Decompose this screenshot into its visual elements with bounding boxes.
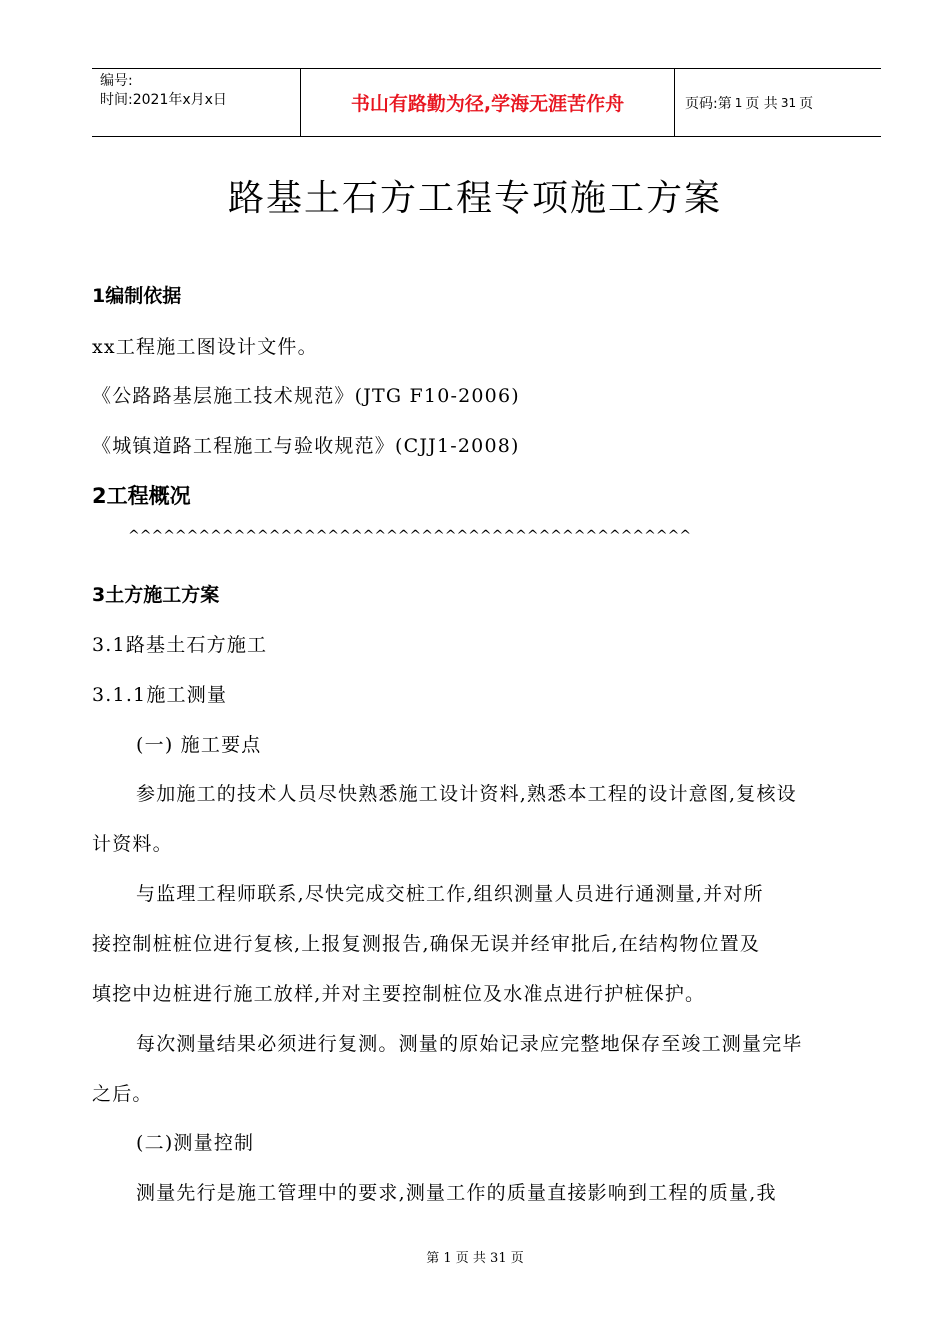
section-3-1-heading: 3.1路基土石方施工 [92,634,268,656]
page-label-mid: 页 共 [745,95,778,112]
page-current: 1 [734,95,743,110]
section-2-heading: 2工程概况 [92,484,191,508]
section-1-heading: 1编制依据 [92,285,182,307]
document-title: 路基土石方工程专项施工方案 [227,178,722,219]
subsection-1-heading: (一) 施工要点 [136,734,262,756]
page-total: 31 [780,95,797,110]
paragraph-2-line-1: 与监理工程师联系,尽快完成交桩工作,组织测量人员进行通测量,并对所 [136,883,764,905]
paragraph-2-line-2: 接控制桩桩位进行复核,上报复测报告,确保无误并经审批后,在结构物位置及 [92,933,761,955]
paragraph-1-line-1: 参加施工的技术人员尽快熟悉施工设计资料,熟悉本工程的设计意图,复核设 [136,783,797,805]
header-page-number [675,69,881,136]
header-number: 编号: [100,73,133,89]
page-header [92,68,881,137]
section-2-placeholder: ^^^^^^^^^^^^^^^^^^^^^^^^^^^^^^^^^^^^^^^^^^^^^^^^ [128,528,692,544]
section-3-1-1-heading: 3.1.1施工测量 [92,684,228,706]
header-time: 时间:2021年x月x日 [100,92,227,108]
header-meta [92,69,301,136]
paragraph-4-line-1: 测量先行是施工管理中的要求,测量工作的质量直接影响到工程的质量,我 [136,1182,777,1204]
paragraph-1-line-2: 计资料。 [92,833,173,855]
header-motto: 书山有路勤为径,学海无涯苦作舟 [301,69,675,136]
paragraph-2-line-3: 填挖中边桩进行施工放样,并对主要控制桩位及水准点进行护桩保护。 [92,983,706,1005]
section-1-line-2: 《公路路基层施工技术规范》(JTG F10-2006) [92,385,520,407]
paragraph-3-line-2: 之后。 [92,1083,153,1105]
section-3-heading: 3土方施工方案 [92,584,220,606]
section-1-line-1: xx工程施工图设计文件。 [92,336,318,358]
paragraph-3-line-1: 每次测量结果必须进行复测。测量的原始记录应完整地保存至竣工测量完毕 [136,1033,803,1055]
subsection-2-heading: (二)测量控制 [136,1132,255,1154]
page-label-prefix: 页码:第 [685,95,732,112]
page-label-suffix: 页 [799,95,814,112]
section-1-line-3: 《城镇道路工程施工与验收规范》(CJJ1-2008) [92,435,520,457]
page-footer: 第 1 页 共 31 页 [426,1251,524,1266]
